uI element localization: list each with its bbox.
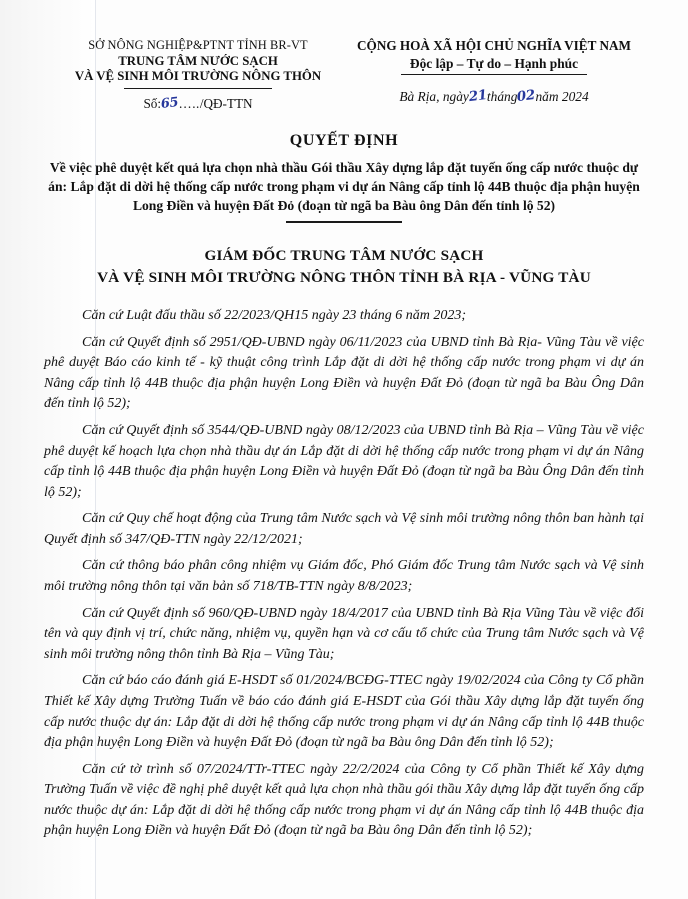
center-name-line2: VÀ VỆ SINH MÔI TRƯỜNG NÔNG THÔN <box>74 69 322 84</box>
issuing-authority-line2: VÀ VỆ SINH MÔI TRƯỜNG NÔNG THÔN TỈNH BÀ RỊA - VŨNG TÀU <box>97 268 591 286</box>
document-header <box>44 38 644 112</box>
legal-basis-paragraph: Căn cứ Quyết định số 960/QĐ-UBND ngày 18/4/2017 của UBND tỉnh Bà Rịa Vũng Tàu về việc đổi tên và quy định vị trí, chức năng, nhiệm vụ, quyền hạn và cơ cấu tổ chức của Trung tâm Nước sạch và Vệ sinh môi trường nông thôn tỉnh Bà Rịa – Vũng Tàu; <box>44 605 644 662</box>
legal-basis-paragraph: Căn cứ tờ trình số 07/2024/TTr-TTEC ngày 22/2/2024 của Công ty Cổ phần Thiết kế Xây dựng Trường Tuấn về việc đề nghị phê duyệt kết quả lựa chọn nhà thầu gói thầu Xây dựng lắp đặt tuyến ống cấp nước thuộc dự án: Lắp đặt di dời hệ thống cấp nước trong phạm vi dự án Nâng cấp tỉnh lộ 44B thuộc địa phận huyện Long Điền và huyện Đất Đỏ (đoạn từ ngã ba Bàu ông Dân đến tỉnh lộ 52); <box>44 761 644 839</box>
document-number-handwritten: 65 <box>160 95 180 113</box>
legal-basis-paragraph: Căn cứ Luật đấu thầu số 22/2023/QH15 ngày 23 tháng 6 năm 2023; <box>82 308 467 324</box>
issuing-authority-line1: GIÁM ĐỐC TRUNG TÂM NƯỚC SẠCH <box>204 246 484 264</box>
issuing-organization-block <box>44 38 344 112</box>
document-number-dots: ….. <box>178 96 200 112</box>
legal-basis-paragraph: Căn cứ Quyết định số 2951/QĐ-UBND ngày 06/11/2023 của UBND tỉnh Bà Rịa- Vũng Tàu về việc phê duyệt Báo cáo kinh tế - kỹ thuật công trình Lắp đặt di dời hệ thống cấp nước trong phạm vi dự án Nâng cấp tỉnh lộ 44B thuộc địa phận huyện Long Điền và huyện Đất Đỏ (đoạn từ ngã ba Bàu Ông Dân đến tỉnh lộ 52); <box>44 334 644 412</box>
issuing-authority <box>44 245 644 288</box>
national-motto: Độc lập – Tự do – Hạnh phúc <box>409 55 579 71</box>
legal-basis-paragraph: Căn cứ thông báo phân công nhiệm vụ Giám đốc, Phó Giám đốc Trung tâm Nước sạch và Vệ sinh môi trường nông thôn tại văn bản số 718/TB-TTN ngày 8/8/2023; <box>44 558 644 595</box>
place-label: Bà Rịa, ngày <box>399 89 469 105</box>
legal-basis-paragraph: Căn cứ báo cáo đánh giá E-HSDT số 01/2024/BCĐG-TTEC ngày 19/02/2024 của Công ty Cổ phần Thiết kế Xây dựng Trường Tuấn về báo cáo đánh giá E-HSDT của Gói thầu Xây dựng lắp đặt tuyến ống cấp nước thuộc dự án: Lắp đặt di dời hệ thống cấp nước trong phạm vi dự án Nâng cấp tỉnh lộ 44B thuộc địa phận huyện Long Điền và huyện Đất Đỏ (đoạn từ ngã ba Bàu ông Dân đến tỉnh lộ 52); <box>44 673 644 751</box>
title-block <box>44 132 644 223</box>
national-heading-block <box>344 38 644 105</box>
document-type-heading: QUYẾT ĐỊNH <box>289 132 399 150</box>
legal-basis-section <box>44 306 644 842</box>
national-heading-underline <box>401 74 587 76</box>
month-handwritten: 02 <box>516 87 537 106</box>
document-number <box>52 96 344 112</box>
legal-basis-paragraph: Căn cứ Quy chế hoạt động của Trung tâm Nước sạch và Vệ sinh môi trường nông thôn ban hành tại Quyết định số 347/QĐ-TTN ngày 22/12/2021; <box>44 511 644 547</box>
document-number-suffix: /QĐ-TTN <box>199 96 253 112</box>
month-label: tháng <box>486 89 518 105</box>
country-name: CỘNG HOÀ XÃ HỘI CHỦ NGHĨA VIỆT NAM <box>357 38 631 53</box>
title-underline <box>286 221 402 223</box>
year-label: năm 2024 <box>535 89 589 105</box>
day-handwritten: 21 <box>467 87 488 106</box>
place-and-date <box>344 89 644 105</box>
legal-basis-paragraph: Căn cứ Quyết định số 3544/QĐ-UBND ngày 08/12/2023 của UBND tỉnh Bà Rịa – Vũng Tàu về việc phê duyệt kế hoạch lựa chọn nhà thầu dự án Lắp đặt di dời hệ thống cấp nước trong phạm vi dự án Nâng cấp tỉnh lộ 44B thuộc địa phận huyện Long Điền và huyện Đất Đỏ (đoạn từ ngã ba Bàu Ông Dân đến tỉnh lộ 52); <box>44 423 644 500</box>
department-name: SỞ NÔNG NGHIỆP&PTNT TỈNH BR-VT <box>88 38 308 52</box>
organization-underline <box>124 88 272 89</box>
center-name-line1: TRUNG TÂM NƯỚC SẠCH <box>118 53 278 68</box>
document-subject: Về việc phê duyệt kết quả lựa chọn nhà thầu Gói thầu Xây dựng lắp đặt tuyến ống cấp nước thuộc dự án: Lắp đặt di dời hệ thống cấp nước trong phạm vi dự án Nâng cấp tỉnh lộ 44B thuộc địa phận huyện Long Điền và huyện Đất Đỏ (đoạn từ ngã ba Bàu ông Dân đến tỉnh lộ 52) <box>48 160 640 213</box>
document-number-prefix: Số: <box>143 96 162 112</box>
